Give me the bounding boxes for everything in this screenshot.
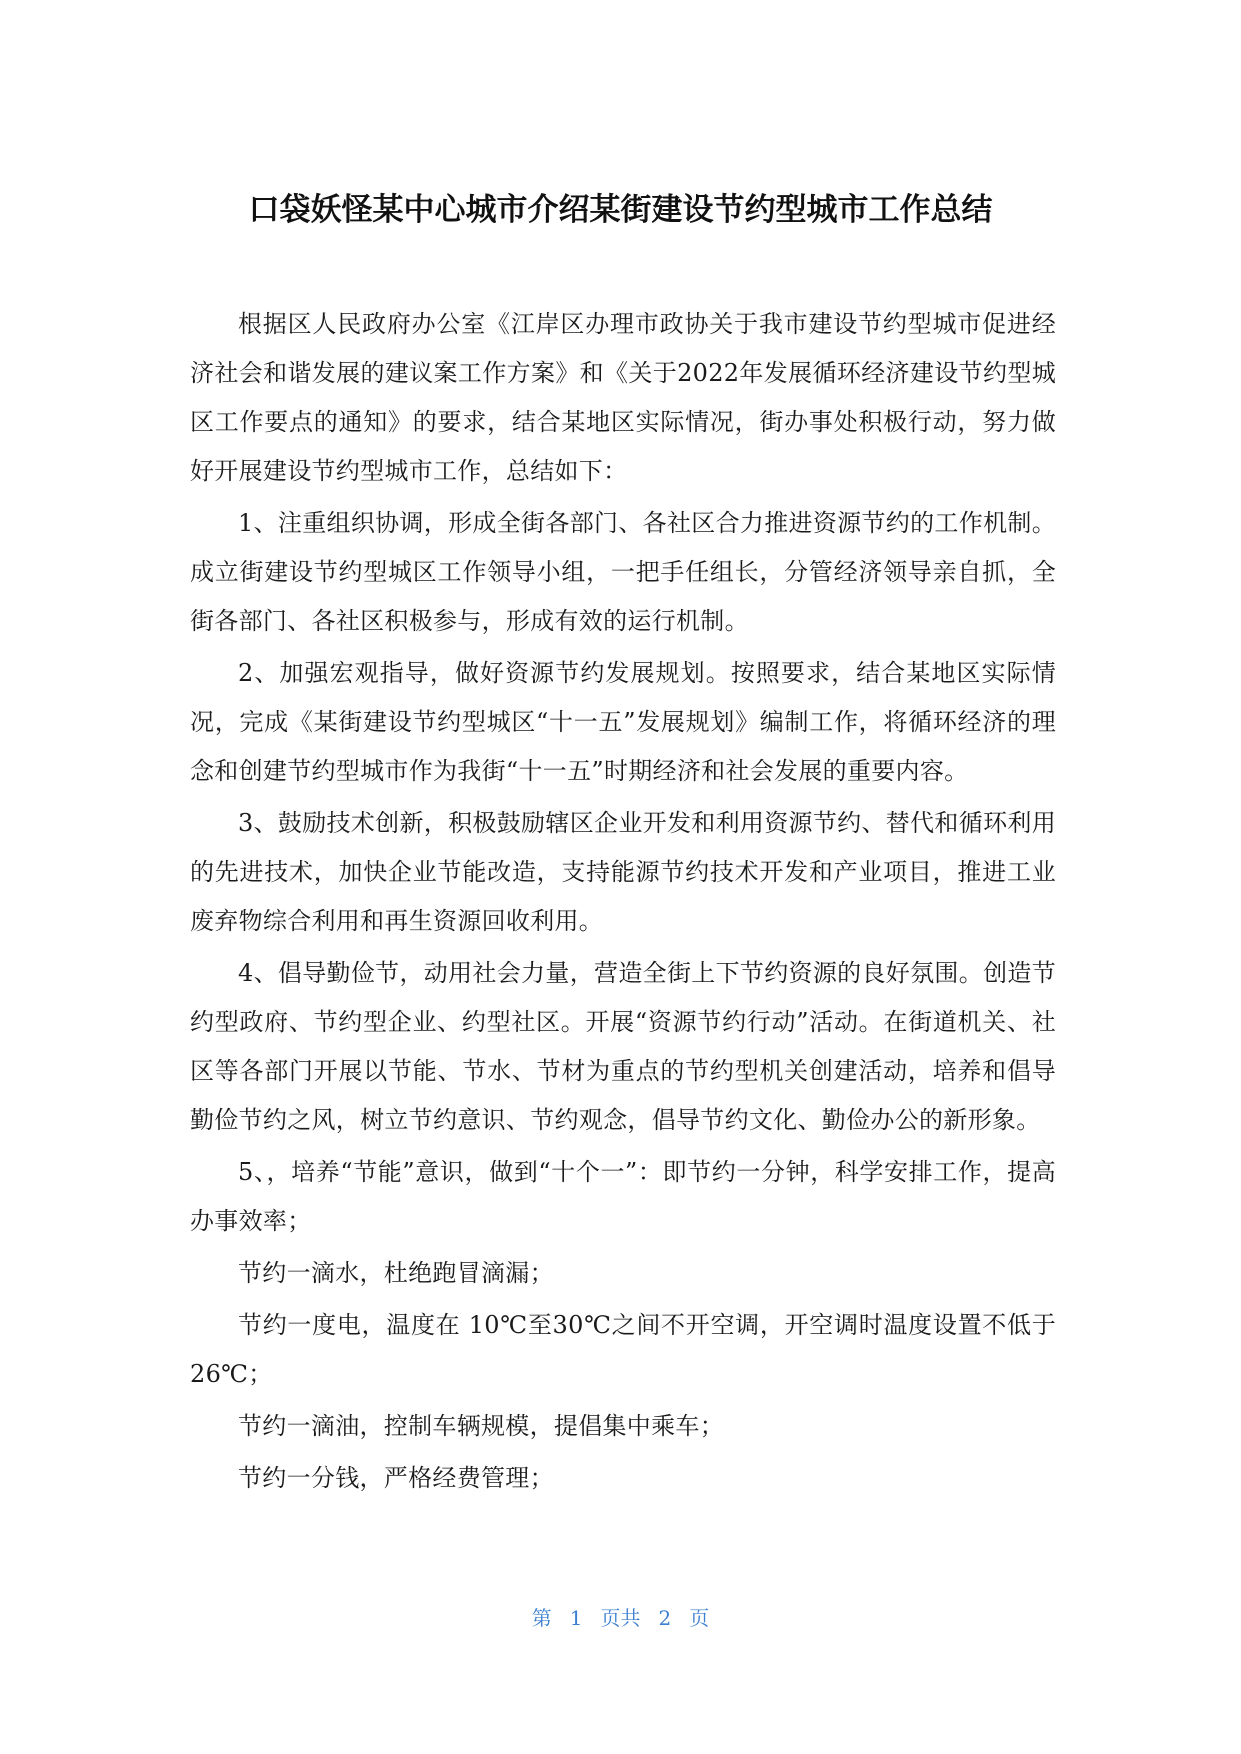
paragraph-item-2: 2、加强宏观指导，做好资源节约发展规划。按照要求，结合某地区实际情况，完成《某街建设节约型城区“十一五”发展规划》编制工作，将循环经济的理念和创建节约型城市作为我街“十一五”时期经济和社会发展的重要内容。	[190, 659, 1056, 785]
paragraph-item-1: 1、注重组织协调，形成全街各部门、各社区合力推进资源节约的工作机制。成立街建设节约型城区工作领导小组，一把手任组长，分管经济领导亲自抓，全街各部门、各社区积极参与，形成有效的运行机制。	[190, 509, 1056, 635]
document-body	[190, 300, 1056, 1506]
paragraph-save-oil: 节约一滴油，控制车辆规模，提倡集中乘车；	[238, 1412, 724, 1440]
total-pages-number: 2	[658, 1606, 672, 1630]
paragraph-item-3: 3、鼓励技术创新，积极鼓励辖区企业开发和利用资源节约、替代和循环利用的先进技术，加快企业节能改造，支持能源节约技术开发和产业项目，推进工业废弃物综合利用和再生资源回收利用。	[190, 809, 1056, 935]
paragraph-intro: 根据区人民政府办公室《江岸区办理市政协关于我市建设节约型城市促进经济社会和谐发展的建议案工作方案》和《关于2022年发展循环经济建设节约型城区工作要点的通知》的要求，结合某地区实际情况，街办事处积极行动，努力做好开展建设节约型城市工作，总结如下：	[190, 310, 1056, 485]
paragraph-item-5: 5、，培养“节能”意识，做到“十个一”：即节约一分钟，科学安排工作，提高办事效率；	[190, 1158, 1056, 1235]
paragraph-save-electricity: 节约一度电，温度在 10℃至30℃之间不开空调，开空调时温度设置不低于26℃；	[190, 1311, 1056, 1388]
page-label-prefix: 第	[531, 1606, 552, 1630]
page-label-middle: 页共	[600, 1606, 641, 1630]
document-title: 口袋妖怪某中心城市介绍某街建设节约型城市工作总结	[248, 192, 993, 228]
page-label-suffix: 页	[689, 1606, 710, 1630]
current-page-number: 1	[569, 1606, 583, 1630]
page-footer	[0, 1604, 1241, 1632]
paragraph-save-money: 节约一分钱，严格经费管理；	[238, 1464, 554, 1492]
paragraph-save-water: 节约一滴水，杜绝跑冒滴漏；	[238, 1259, 554, 1287]
paragraph-item-4: 4、倡导勤俭节，动用社会力量，营造全街上下节约资源的良好氛围。创造节约型政府、节约型企业、约型社区。开展“资源节约行动”活动。在街道机关、社区等各部门开展以节能、节水、节材为重点的节约型机关创建活动，培养和倡导勤俭节约之风，树立节约意识、节约观念，倡导节约文化、勤俭办公的新形象。	[190, 959, 1056, 1134]
